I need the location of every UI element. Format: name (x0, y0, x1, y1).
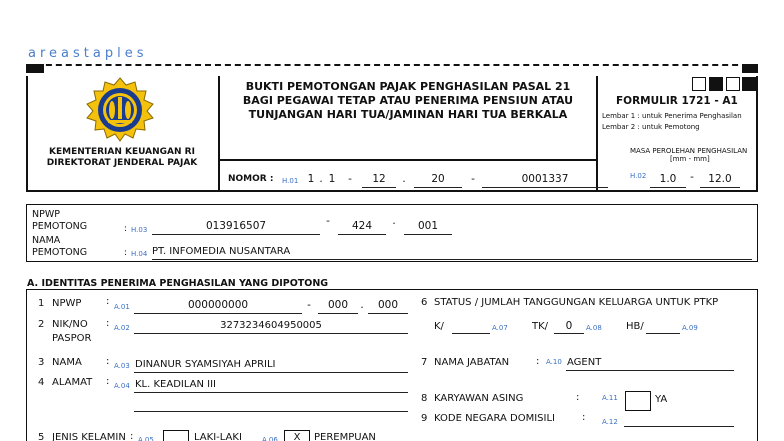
npwp-pemotong-label-1: NPWP (32, 209, 60, 220)
nama-pemotong-code: H.04 (131, 250, 148, 258)
nomor-part3[interactable]: 12 (372, 173, 386, 185)
form-corner-block-4 (742, 77, 756, 91)
npwp-pemotong-part3[interactable]: 001 (417, 220, 439, 232)
a-nik-label-1: NIK/NO (52, 319, 88, 330)
nama-pemotong-label-2: PEMOTONG (32, 247, 88, 258)
masa-from[interactable]: 1.0 (659, 173, 677, 185)
a-gender-number: 5 (38, 432, 45, 441)
a-jabatan-line (566, 370, 734, 371)
a-nama-code: A.03 (114, 362, 130, 370)
k-code: A.07 (492, 324, 508, 332)
a-gender-female-label: PEREMPUAN (314, 432, 376, 441)
a-gender-male-code: A.05 (138, 436, 154, 441)
npwp-pemotong-part2[interactable]: 424 (351, 220, 373, 232)
karyawan-asing-checkbox[interactable] (625, 391, 651, 411)
masa-perolehan-label: MASA PEROLEHAN PENGHASILAN (630, 147, 748, 155)
npwp-pemotong-part1[interactable]: 013916507 (205, 220, 267, 232)
hb-label: HB/ (626, 321, 644, 332)
npwp-pemotong-part1-line (152, 234, 320, 235)
nama-pemotong-line (152, 259, 752, 260)
a-npwp-label: NPWP (52, 298, 82, 309)
a-negara-label: KODE NEGARA DOMISILI (434, 413, 555, 424)
form-corner-block-1 (692, 77, 706, 91)
a-nik-colon: : (106, 318, 110, 329)
a-negara-line (624, 426, 734, 427)
masa-to[interactable]: 12.0 (708, 173, 732, 185)
nomor-dot1: . (319, 173, 323, 185)
a-alamat-number: 4 (38, 377, 45, 388)
npwp-pemotong-dot: . (392, 215, 396, 227)
a-asing-ya-label: YA (655, 394, 668, 405)
lembar-1-note: Lembar 1 : untuk Penerima Penghasilan (602, 112, 742, 120)
a-npwp-part1-line (134, 313, 302, 314)
form-corner-block-3 (726, 77, 740, 91)
female-checkbox[interactable]: X (284, 430, 310, 441)
masa-code: H.02 (630, 172, 647, 180)
nomor-part3-line (362, 187, 396, 188)
npwp-pemotong-label-2: PEMOTONG (32, 221, 88, 232)
a-asing-colon: : (576, 392, 580, 403)
corner-mark-right (742, 64, 758, 73)
a-negara-colon: : (582, 412, 586, 423)
male-checkbox[interactable] (163, 430, 189, 441)
tk-label: TK/ (532, 321, 549, 332)
a-npwp-part3[interactable]: 000 (377, 299, 399, 311)
hb-line (646, 333, 680, 334)
header-divider-left (218, 76, 220, 192)
a-jabatan-colon: : (536, 356, 540, 367)
a-alamat-line-2 (134, 411, 408, 412)
k-label: K/ (434, 321, 444, 332)
npwp-pemotong-code: H.03 (131, 226, 148, 234)
a-gender-male-label: LAKI-LAKI (194, 432, 242, 441)
nomor-dot2: . (402, 173, 406, 185)
a-npwp-colon: : (106, 296, 110, 307)
masa-to-line (700, 187, 740, 188)
directorate-name: DIREKTORAT JENDERAL PAJAK (46, 158, 198, 168)
nomor-part5-line (482, 187, 608, 188)
ministry-logo-icon (82, 76, 158, 142)
a-negara-number: 9 (421, 413, 428, 424)
a-npwp-dash: - (307, 299, 311, 311)
tk-value[interactable]: 0 (565, 320, 573, 332)
nama-pemotong-label-1: NAMA (32, 235, 61, 246)
a-gender-label: JENIS KELAMIN (52, 432, 126, 441)
npwp-pemotong-part3-line (404, 234, 452, 235)
nomor-part2[interactable]: 1 (328, 173, 336, 185)
a-jabatan-number: 7 (421, 357, 428, 368)
a-asing-label: KARYAWAN ASING (434, 393, 524, 404)
masa-from-line (650, 187, 686, 188)
tk-code: A.08 (586, 324, 602, 332)
nomor-part5[interactable]: 0001337 (521, 173, 569, 185)
a-npwp-dot: . (360, 299, 364, 311)
nomor-part1[interactable]: 1 (307, 173, 315, 185)
k-line (452, 333, 490, 334)
npwp-pemotong-colon: : (124, 224, 128, 234)
cut-line (26, 64, 758, 66)
watermark-text: areastaples (28, 46, 148, 61)
masa-perolehan-sub: [mm - mm] (670, 155, 710, 163)
masa-sep: - (690, 171, 694, 183)
a-npwp-code: A.01 (114, 303, 130, 311)
a-npwp-part3-line (368, 313, 408, 314)
tk-line (554, 333, 584, 334)
form-title-line1: BUKTI PEMOTONGAN PAJAK PENGHASILAN PASAL 21 (245, 80, 571, 93)
form-corner-block-2 (709, 77, 723, 91)
nomor-dash2: - (471, 173, 475, 185)
a-nik-value[interactable]: 3273234604950005 (220, 320, 322, 331)
a-npwp-part1[interactable]: 000000000 (187, 299, 249, 311)
nomor-dash1: - (348, 173, 352, 185)
a-jabatan-value[interactable]: AGENT (567, 357, 602, 368)
nomor-divider (218, 159, 598, 161)
a-nik-label-2: PASPOR (52, 333, 92, 344)
nama-pemotong-colon: : (124, 248, 128, 258)
a-jabatan-code: A.10 (546, 358, 562, 366)
a-asing-code: A.11 (602, 394, 618, 402)
a-nik-number: 2 (38, 319, 45, 330)
npwp-pemotong-part2-line (338, 234, 386, 235)
a-alamat-label: ALAMAT (52, 377, 93, 388)
a-gender-colon: : (130, 431, 134, 441)
nomor-label: NOMOR : (228, 174, 274, 184)
nomor-code: H.01 (282, 177, 299, 185)
form-title-line3: TUNJANGAN HARI TUA/JAMINAN HARI TUA BERKALA (248, 108, 568, 121)
a-alamat-line-1 (134, 392, 408, 393)
a-jabatan-label: NAMA JABATAN (434, 357, 510, 368)
a-alamat-code: A.04 (114, 382, 130, 390)
a-nama-line (134, 372, 408, 373)
form-title-line2: BAGI PEGAWAI TETAP ATAU PENERIMA PENSIUN ATAU (242, 94, 574, 107)
lembar-2-note: Lembar 2 : untuk Pemotong (602, 123, 700, 131)
npwp-pemotong-dash: - (326, 215, 330, 227)
a-alamat-colon: : (106, 376, 110, 387)
a-npwp-number: 1 (38, 298, 45, 309)
form-number: FORMULIR 1721 - A1 (616, 95, 738, 107)
ministry-name: KEMENTERIAN KEUANGAN RI (49, 147, 195, 157)
a-nama-value[interactable]: DINANUR SYAMSIYAH APRILI (135, 359, 276, 370)
a-gender-female-code: A.06 (262, 436, 278, 441)
header-right-border (756, 76, 758, 192)
section-a-title: A. IDENTITAS PENERIMA PENGHASILAN YANG DIPOTONG (27, 278, 329, 289)
nomor-part4-line (414, 187, 462, 188)
a-nama-number: 3 (38, 357, 45, 368)
a-nama-label: NAMA (52, 357, 82, 368)
header-left-border (26, 76, 28, 192)
nomor-part4[interactable]: 20 (431, 173, 445, 185)
a-asing-number: 8 (421, 393, 428, 404)
a-status-number: 6 (421, 297, 428, 308)
corner-mark-left (26, 64, 44, 73)
a-npwp-part2-line (318, 313, 358, 314)
a-nik-line (134, 333, 408, 334)
nama-pemotong-value[interactable]: PT. INFOMEDIA NUSANTARA (152, 246, 291, 257)
a-alamat-value[interactable]: KL. KEADILAN III (135, 379, 217, 390)
a-nik-code: A.02 (114, 324, 130, 332)
a-nama-colon: : (106, 356, 110, 367)
hb-code: A.09 (682, 324, 698, 332)
a-status-label: STATUS / JUMLAH TANGGUNGAN KELUARGA UNTUK PTKP (434, 297, 719, 308)
a-npwp-part2[interactable]: 000 (327, 299, 349, 311)
a-negara-code: A.12 (602, 418, 618, 426)
